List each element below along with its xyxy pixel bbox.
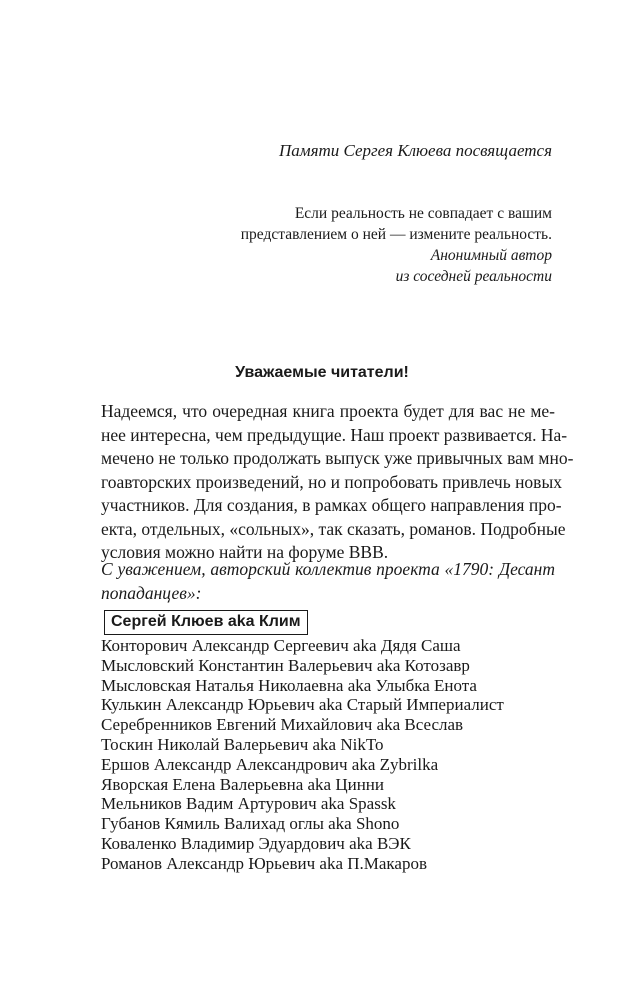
intro-line: мечено не только продолжать выпуск уже привычных вам мно- <box>101 448 574 468</box>
author-item: Романов Александр Юрьевич aka П.Макаров <box>101 853 428 873</box>
intro-paragraph <box>101 400 574 565</box>
signature-paragraph <box>101 558 555 605</box>
intro-line: участников. Для создания, в рамках общего направления про- <box>101 495 562 515</box>
author-item: Кулькин Александр Юрьевич aka Старый Империалист <box>101 695 504 715</box>
intro-line: гоавторских произведений, но и попробовать привлечь новых <box>101 471 562 492</box>
author-item: Мельников Вадим Артурович aka Spassk <box>101 794 396 814</box>
author-item: Тоскин Николай Валерьевич aka NikTo <box>101 734 384 754</box>
section-heading: Уважаемые читатели! <box>235 364 409 381</box>
author-item: Коваленко Владимир Эдуардович aka ВЭК <box>101 833 411 853</box>
author-item: Губанов Кямиль Валихад оглы aka Shono <box>101 814 400 834</box>
intro-line: условия можно найти на форуме ВВВ. <box>101 542 389 562</box>
author-item: Мысловская Наталья Николаевна aka Улыбка Енота <box>101 675 477 695</box>
author-item: Серебренников Евгений Михайлович aka Всеслав <box>101 715 464 735</box>
author-item: Яворская Елена Валерьевна aka Цинни <box>101 774 385 794</box>
epigraph-attribution: Анонимный автор <box>430 247 552 264</box>
intro-line: нее интересна, чем предыдущие. Наш проект развивается. На- <box>101 424 568 445</box>
epigraph-attribution: из соседней реальности <box>395 268 552 285</box>
author-item: Мысловский Константин Валерьевич aka Котозавр <box>101 655 470 675</box>
intro-line: Надеемся, что очередная книга проекта будет для вас не ме- <box>101 401 555 421</box>
dedication: Памяти Сергея Клюева посвящается <box>278 141 552 160</box>
author-item: Конторович Александр Сергеевич aka Дядя Саша <box>101 636 461 655</box>
signature-line: С уважением, авторский коллектив проекта «1790: Десант <box>101 559 555 579</box>
epigraph-line: представлением о ней — измените реальность. <box>240 226 552 243</box>
featured-author-box: Сергей Клюев aka Клим <box>104 610 308 635</box>
epigraph-line: Если реальность не совпадает с вашим <box>294 205 552 222</box>
author-list <box>101 636 504 874</box>
intro-line: екта, отдельных, «сольных», так сказать, романов. Подробные <box>101 518 566 539</box>
epigraph <box>241 203 552 287</box>
signature-line: попаданцев»: <box>101 582 202 603</box>
author-item: Ершов Александр Александрович aka Zybrilka <box>101 754 439 774</box>
